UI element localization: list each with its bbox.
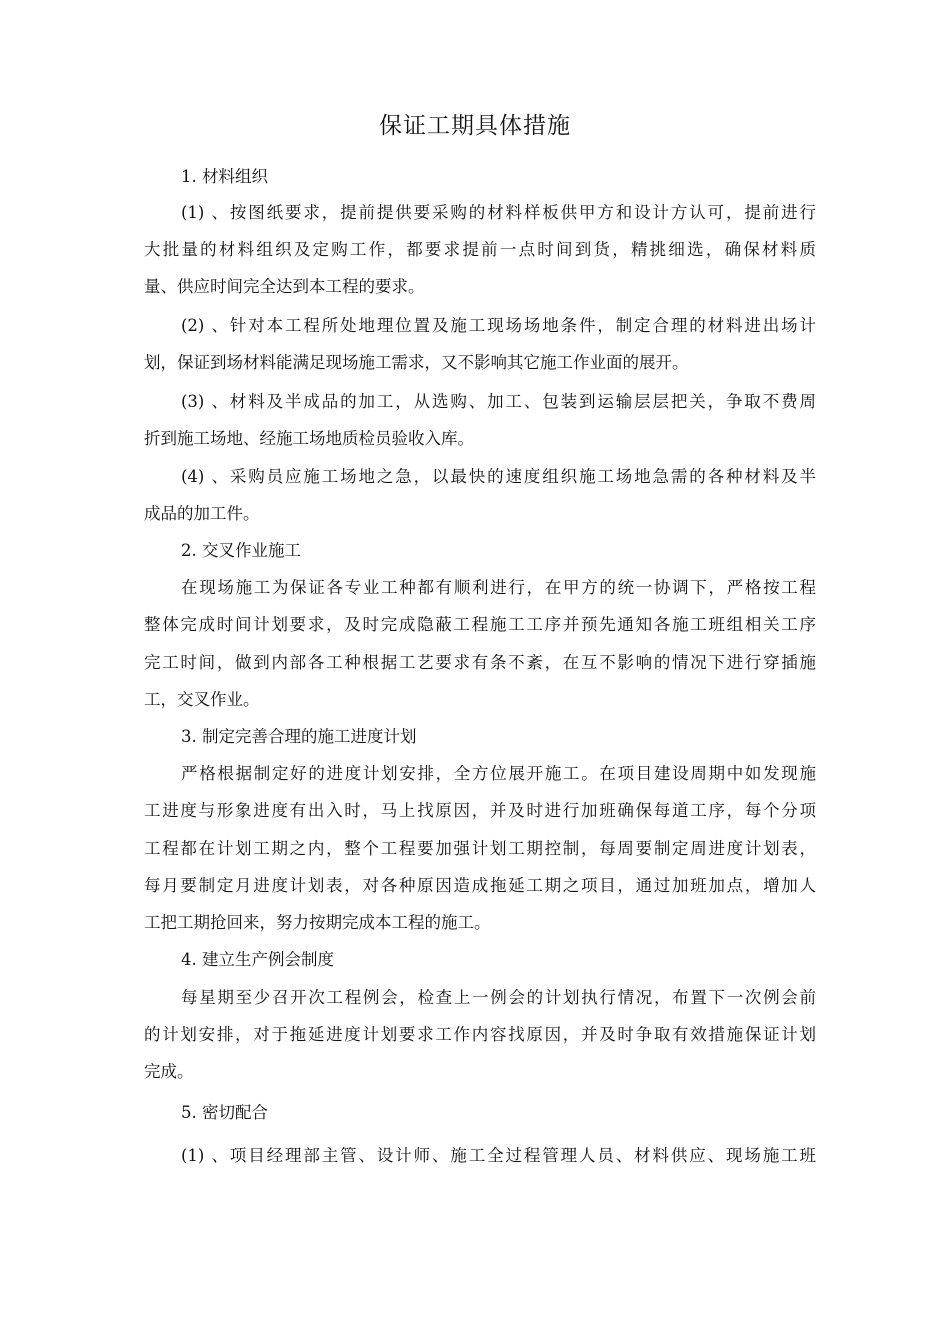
paragraph-text: 每月要制定月进度计划表，对各种原因造成拖延工期之项目，通过加班加点，增加人 <box>144 876 816 895</box>
paragraph-line: 工把工期抢回来，努力按期完成本工程的施工。 <box>144 913 491 932</box>
paragraph-line <box>144 606 816 643</box>
paragraph-text: (2) 、针对本工程所处地理位置及施工现场场地条件，制定合理的材料进出场计 <box>181 316 816 335</box>
paragraph-line <box>181 458 816 495</box>
paragraph-line: 工，交叉作业。 <box>144 690 260 709</box>
paragraph-line <box>144 792 816 829</box>
paragraph-line: 折到施工场地、经施工场地质检员验收入库。 <box>144 429 474 448</box>
paragraph-line <box>144 1016 816 1053</box>
section-heading-3: 3. 制定完善合理的施工进度计划 <box>181 727 417 746</box>
paragraph-text: 每星期至少召开次工程例会，检查上一例会的计划执行情况，布置下一次例会前 <box>181 988 816 1007</box>
paragraph-line <box>181 307 816 344</box>
paragraph-text: 大批量的材料组织及定购工作，都要求提前一点时间到货，精挑细选，确保材料质 <box>144 240 816 259</box>
paragraph-text: (1) 、项目经理部主管、设计师、施工全过程管理人员、材料供应、现场施工班 <box>181 1146 816 1165</box>
paragraph-line <box>181 755 816 792</box>
paragraph-line: 量、供应时间完全达到本工程的要求。 <box>144 277 425 296</box>
document-title: 保证工期具体措施 <box>379 113 571 139</box>
paragraph-text: (3) 、材料及半成品的加工，从选购、加工、包装到运输层层把关，争取不费周 <box>181 392 816 411</box>
paragraph-text: 工程都在计划工期之内，整个工程要加强计划工期控制，每周要制定周进度计划表， <box>144 839 816 858</box>
section-heading-4: 4. 建立生产例会制度 <box>181 950 334 969</box>
paragraph-line <box>181 383 816 420</box>
section-heading-2: 2. 交叉作业施工 <box>181 541 301 560</box>
paragraph-line <box>181 569 816 606</box>
paragraph-text: (1) 、按图纸要求，提前提供要采购的材料样板供甲方和设计方认可，提前进行 <box>181 203 816 222</box>
paragraph-line: 划，保证到场材料能满足现场施工需求，又不影响其它施工作业面的展开。 <box>144 353 689 372</box>
paragraph-line <box>144 231 816 268</box>
paragraph-text: 完工时间，做到内部各工种根据工艺要求有条不紊，在互不影响的情况下进行穿插施 <box>144 653 816 672</box>
paragraph-line <box>144 867 816 904</box>
paragraph-line <box>181 1137 816 1174</box>
paragraph-line: 成品的加工件。 <box>144 504 260 523</box>
paragraph-text: 工进度与形象进度有出入时，马上找原因，并及时进行加班确保每道工序，每个分项 <box>144 801 816 820</box>
paragraph-text: (4) 、采购员应施工场地之急，以最快的速度组织施工场地急需的各种材料及半 <box>181 467 816 486</box>
paragraph-text: 的计划安排，对于拖延进度计划要求工作内容找原因，并及时争取有效措施保证计划 <box>144 1025 816 1044</box>
paragraph-line <box>144 644 816 681</box>
section-heading-1: 1. 材料组织 <box>181 167 268 186</box>
paragraph-line <box>144 830 816 867</box>
paragraph-line <box>181 979 816 1016</box>
paragraph-line: 完成。 <box>144 1062 194 1081</box>
paragraph-text: 严格根据制定好的进度计划安排，全方位展开施工。在项目建设周期中如发现施 <box>181 764 816 783</box>
paragraph-text: 整体完成时间计划要求，及时完成隐蔽工程施工工序并预先通知各施工班组相关工序 <box>144 615 816 634</box>
paragraph-text: 在现场施工为保证各专业工种都有顺利进行，在甲方的统一协调下，严格按工程 <box>181 578 816 597</box>
section-heading-5: 5. 密切配合 <box>181 1103 268 1122</box>
paragraph-line <box>181 194 816 231</box>
